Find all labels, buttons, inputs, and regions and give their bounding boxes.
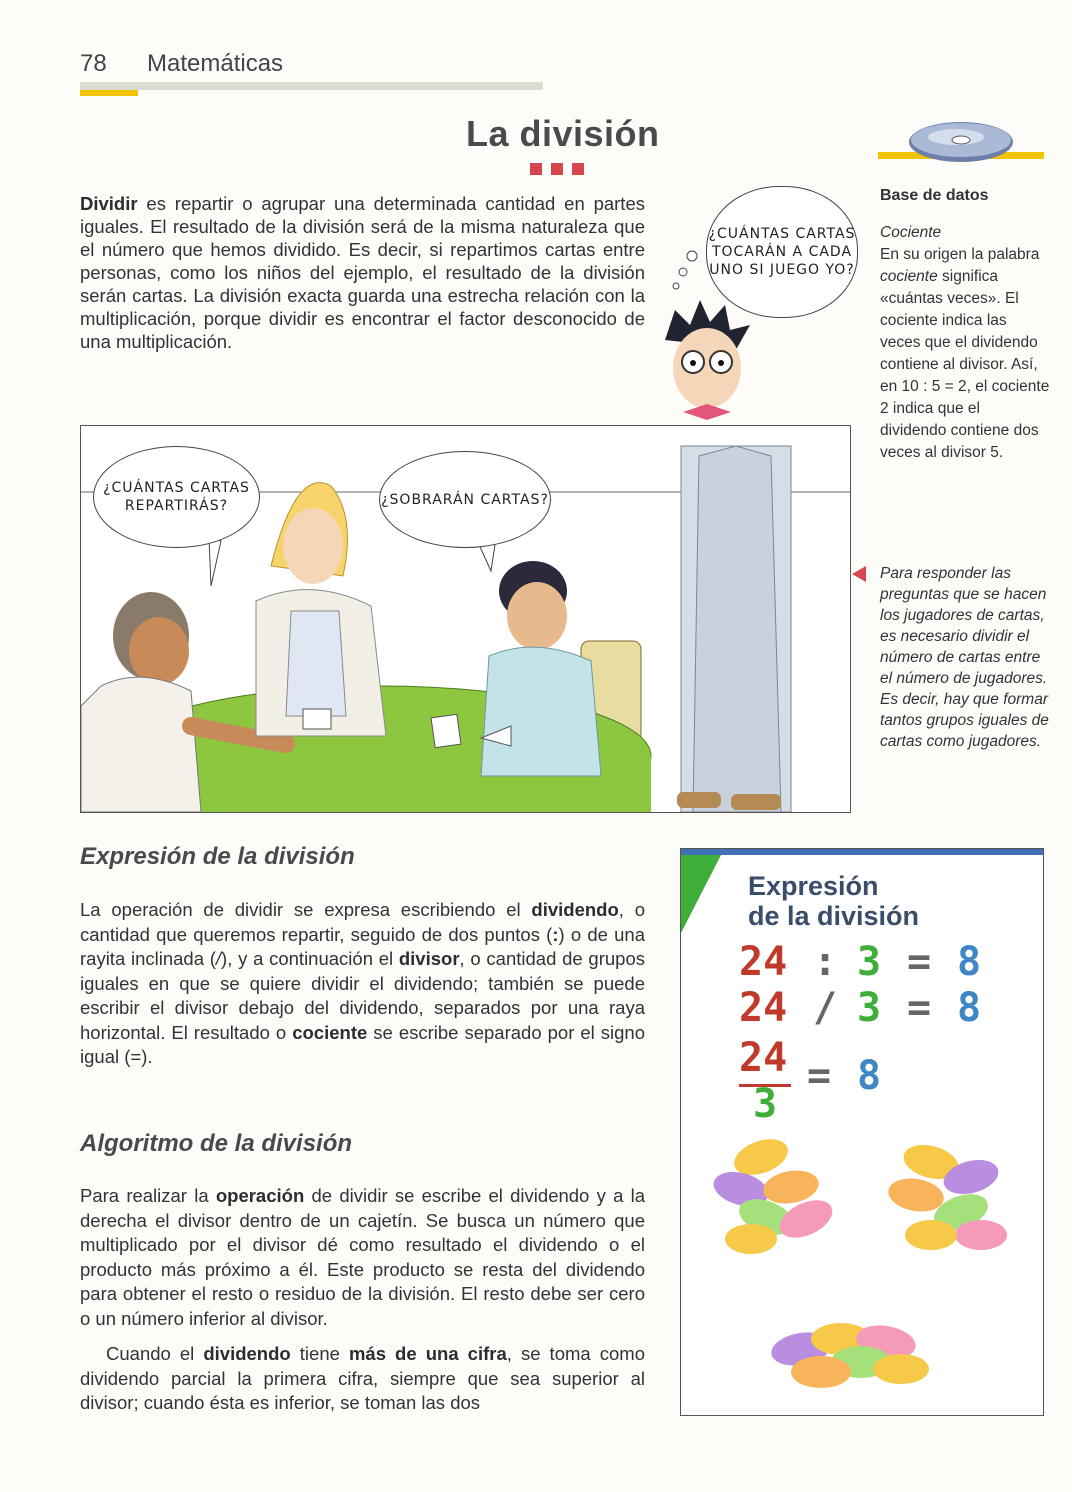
- cd-icon: [878, 118, 1046, 180]
- intro-term: Dividir: [80, 193, 138, 214]
- intro-text: es repartir o agrupar una determinada cantidad en partes iguales. El resultado de la división será de la misma naturaleza que el número que hemos dividido. Es decir, si repartimos cartas entre personas, como los niños del ejemplo, el resultado de la división serán cartas. La división exacta guarda una estrecha relación con la multiplicación, porque dividir es encontrar el factor desconocido de una multiplicación.: [80, 193, 645, 352]
- quotient: 8: [857, 1053, 882, 1099]
- term-dividendo: dividendo: [203, 1343, 291, 1364]
- header-rule: [80, 82, 543, 90]
- speech-bubble-repartiras: ¿CUÁNTAS CARTAS REPARTIRÁS?: [93, 446, 260, 548]
- page-title: La división: [466, 113, 660, 154]
- intro-paragraph: [80, 192, 645, 353]
- text-span: se escribe separado por el signo igual (=).: [80, 1021, 645, 1067]
- man-head-illustration: [655, 300, 755, 426]
- dividend: 24: [739, 1035, 788, 1081]
- expresion-paragraph: [80, 898, 645, 1070]
- comic-panel: [80, 425, 851, 813]
- box-title-line-2: de la división: [748, 901, 920, 931]
- candy-group-bottom: [769, 1321, 929, 1388]
- sidebar-title: Base de datos: [880, 187, 989, 204]
- text-span: ), y a continuación el: [221, 948, 399, 969]
- text-span: Para realizar la: [80, 1185, 216, 1206]
- sidebar-text-term: cociente: [880, 268, 938, 285]
- text-span: ) o de una rayita inclinada (: [80, 923, 645, 969]
- title-ornament: [530, 163, 542, 175]
- term-colon: :: [552, 923, 559, 945]
- title-ornament: [551, 163, 563, 175]
- text-span: , o cantidad que queremos repartir, seguido de dos puntos (: [80, 899, 645, 945]
- box-title-line-1: Expresión: [748, 871, 879, 901]
- text-span: Cuando el: [106, 1343, 204, 1364]
- slash-sign: /: [813, 985, 838, 1031]
- divisor: 3: [857, 939, 882, 985]
- thought-bubble: ¿CUÁNTAS CARTAS TOCARÁN A CADA UNO SI JUEGO YO?: [706, 186, 858, 318]
- divisor: 3: [857, 985, 882, 1031]
- heading-algoritmo: Algoritmo de la división: [80, 1130, 353, 1157]
- page-number: 78: [80, 50, 107, 77]
- candy-group-left: [710, 1132, 838, 1254]
- term-dividendo: dividendo: [531, 899, 619, 920]
- title-ornament: [572, 163, 584, 175]
- box-corner-triangle: [681, 855, 721, 935]
- candy-group-right: [886, 1139, 1007, 1250]
- illustration-caption: Para responder las preguntas que se hacen los jugadores de cartas, es necesario dividir el número de cartas entre el número de jugadores. Es decir, hay que formar tantos grupos iguales de cartas como jugadores.: [880, 565, 1049, 750]
- quotient: 8: [957, 985, 982, 1031]
- text-span: La operación de dividir se expresa escribiendo el: [80, 899, 532, 920]
- box-title: [748, 871, 919, 931]
- divisor: 3: [753, 1081, 778, 1127]
- quotient: 8: [957, 939, 982, 985]
- dividend: 24: [739, 985, 788, 1031]
- section-title: Matemáticas: [147, 50, 284, 77]
- algoritmo-paragraph-1: [80, 1184, 645, 1331]
- equals-sign: =: [907, 939, 932, 985]
- dividend: 24: [739, 939, 788, 985]
- term-operacion: operación: [215, 1185, 305, 1206]
- thought-dots: [670, 248, 700, 298]
- equals-sign: =: [907, 985, 932, 1031]
- text-span: tiene: [290, 1343, 349, 1364]
- speech-bubble-sobraran: ¿SOBRARÁN CARTAS?: [379, 451, 551, 548]
- algoritmo-paragraph-2: [80, 1342, 645, 1416]
- term-divisor: divisor: [398, 948, 460, 969]
- equals-sign: =: [807, 1053, 832, 1099]
- colon-sign: :: [813, 939, 838, 985]
- box-top-bar: [681, 849, 1043, 855]
- text-span: de dividir se escribe el dividendo y a la derecha el divisor dentro de un cajetín. Se busca un número que multiplicado por el divisor dé como resultado el dividendo o el producto más próximo a él. Este producto se resta del dividendo para obtener el resto o residuo de la división. El resto debe ser cero o un número inferior al divisor.: [80, 1185, 645, 1329]
- sidebar-text-part: En su origen la palabra: [880, 246, 1040, 263]
- term-slash: /: [215, 948, 222, 969]
- term-mas-de-una-cifra: más de una cifra: [348, 1343, 507, 1364]
- text-span: , o cantidad de grupos iguales en que se quiere dividir el dividendo; también se puede escribir el divisor debajo del dividendo, separados por una raya horizontal. El resultado o: [80, 948, 645, 1043]
- pointer-arrow-icon: [852, 566, 866, 582]
- division-expression-box: [680, 848, 1044, 1416]
- heading-expresion: Expresión de la división: [80, 843, 355, 870]
- sidebar-text-part: significa «cuántas veces». El cociente indica las veces que el dividendo contiene al divisor. Así, en 10 : 5 = 2, el cociente 2 indica que el dividendo contiene dos veces al divisor 5.: [880, 268, 1050, 461]
- candies-illustration: [681, 1117, 1043, 1415]
- text-span: , se toma como dividendo parcial la primera cifra, siempre que sea superior al divisor; cuando ésta es inferior, se toman las dos: [80, 1343, 645, 1413]
- sidebar-term: Cociente: [880, 224, 942, 241]
- sidebar-text: [880, 222, 1050, 464]
- term-cociente: cociente: [292, 1021, 368, 1043]
- header-accent: [80, 90, 138, 96]
